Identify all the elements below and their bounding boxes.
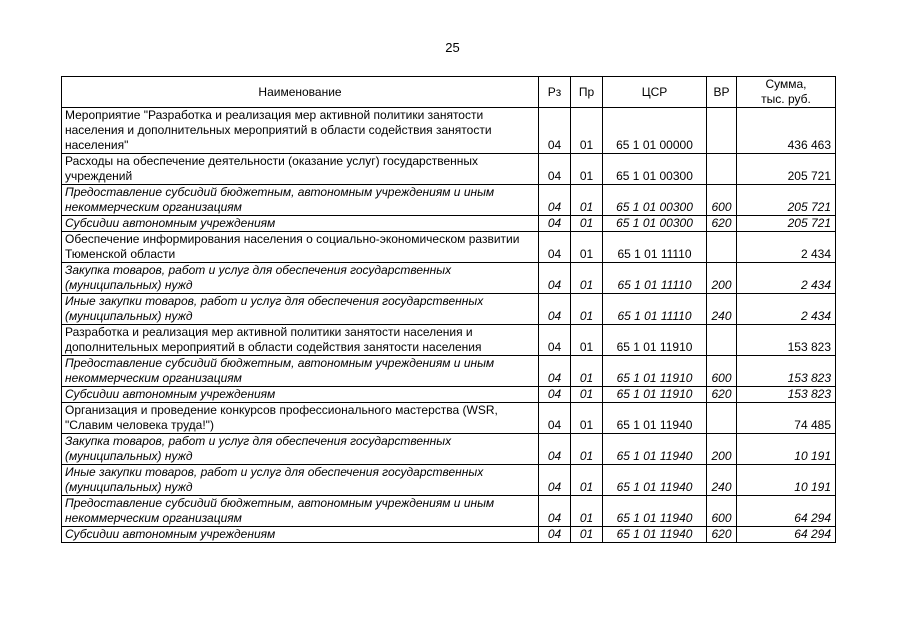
header-sum	[737, 77, 836, 108]
cell-amount: 2 434	[737, 294, 836, 325]
cell-pr: 01	[571, 465, 603, 496]
cell-vr: 200	[707, 434, 737, 465]
cell-rz: 04	[539, 216, 571, 232]
cell-pr: 01	[571, 387, 603, 403]
table-row	[62, 434, 836, 465]
cell-vr: 620	[707, 216, 737, 232]
table-row	[62, 356, 836, 387]
table-row	[62, 294, 836, 325]
cell-rz: 04	[539, 108, 571, 154]
cell-rz: 04	[539, 465, 571, 496]
cell-name: Закупка товаров, работ и услуг для обеспечения государственных (муниципальных) нужд	[62, 263, 539, 294]
cell-vr: 620	[707, 527, 737, 543]
cell-pr: 01	[571, 527, 603, 543]
cell-amount: 153 823	[737, 387, 836, 403]
cell-pr: 01	[571, 294, 603, 325]
cell-name: Предоставление субсидий бюджетным, автономным учреждениям и иным некоммерческим организациям	[62, 185, 539, 216]
cell-vr: 240	[707, 294, 737, 325]
cell-csr: 65 1 01 00300	[603, 216, 707, 232]
cell-name: Мероприятие "Разработка и реализация мер активной политики занятости населения и дополнительных мероприятий в области содействия занятости населения"	[62, 108, 539, 154]
cell-pr: 01	[571, 403, 603, 434]
cell-amount: 2 434	[737, 232, 836, 263]
cell-vr	[707, 325, 737, 356]
table-row	[62, 465, 836, 496]
cell-name: Субсидии автономным учреждениям	[62, 216, 539, 232]
header-rz: Рз	[539, 77, 571, 108]
table-row	[62, 387, 836, 403]
table-row	[62, 263, 836, 294]
table-row	[62, 527, 836, 543]
cell-amount: 153 823	[737, 325, 836, 356]
cell-csr: 65 1 01 11910	[603, 325, 707, 356]
cell-amount: 205 721	[737, 216, 836, 232]
cell-rz: 04	[539, 403, 571, 434]
cell-vr	[707, 403, 737, 434]
cell-name: Закупка товаров, работ и услуг для обеспечения государственных (муниципальных) нужд	[62, 434, 539, 465]
cell-pr: 01	[571, 356, 603, 387]
cell-vr: 200	[707, 263, 737, 294]
cell-name: Обеспечение информирования населения о социально-экономическом развитии Тюменской области	[62, 232, 539, 263]
table-row	[62, 325, 836, 356]
table-row	[62, 154, 836, 185]
cell-csr: 65 1 01 11110	[603, 232, 707, 263]
cell-amount: 2 434	[737, 263, 836, 294]
cell-amount: 436 463	[737, 108, 836, 154]
cell-rz: 04	[539, 527, 571, 543]
table-row	[62, 108, 836, 154]
cell-csr: 65 1 01 11110	[603, 294, 707, 325]
cell-csr: 65 1 01 00300	[603, 154, 707, 185]
cell-rz: 04	[539, 387, 571, 403]
cell-name: Расходы на обеспечение деятельности (оказание услуг) государственных учреждений	[62, 154, 539, 185]
header-sum-line1: Сумма,	[765, 77, 807, 91]
cell-csr: 65 1 01 11940	[603, 465, 707, 496]
cell-vr: 620	[707, 387, 737, 403]
cell-name: Иные закупки товаров, работ и услуг для обеспечения государственных (муниципальных) нужд	[62, 294, 539, 325]
cell-vr: 240	[707, 465, 737, 496]
cell-csr: 65 1 01 11940	[603, 434, 707, 465]
header-pr: Пр	[571, 77, 603, 108]
table-row	[62, 403, 836, 434]
cell-pr: 01	[571, 108, 603, 154]
cell-rz: 04	[539, 434, 571, 465]
header-vr: ВР	[707, 77, 737, 108]
cell-pr: 01	[571, 263, 603, 294]
table-row	[62, 216, 836, 232]
page-number: 25	[445, 40, 460, 55]
cell-vr: 600	[707, 356, 737, 387]
cell-pr: 01	[571, 434, 603, 465]
table-row	[62, 232, 836, 263]
cell-amount: 10 191	[737, 434, 836, 465]
cell-rz: 04	[539, 496, 571, 527]
cell-name: Предоставление субсидий бюджетным, автономным учреждениям и иным некоммерческим организациям	[62, 356, 539, 387]
cell-amount: 153 823	[737, 356, 836, 387]
cell-pr: 01	[571, 496, 603, 527]
cell-vr: 600	[707, 185, 737, 216]
cell-pr: 01	[571, 154, 603, 185]
table-row	[62, 496, 836, 527]
cell-csr: 65 1 01 11940	[603, 496, 707, 527]
budget-table	[61, 76, 836, 543]
cell-amount: 64 294	[737, 496, 836, 527]
cell-amount: 64 294	[737, 527, 836, 543]
cell-name: Субсидии автономным учреждениям	[62, 387, 539, 403]
cell-name: Иные закупки товаров, работ и услуг для обеспечения государственных (муниципальных) нужд	[62, 465, 539, 496]
cell-csr: 65 1 01 11910	[603, 387, 707, 403]
cell-pr: 01	[571, 232, 603, 263]
header-name: Наименование	[62, 77, 539, 108]
cell-amount: 10 191	[737, 465, 836, 496]
header-row	[62, 77, 836, 108]
cell-pr: 01	[571, 216, 603, 232]
cell-rz: 04	[539, 232, 571, 263]
cell-rz: 04	[539, 185, 571, 216]
table-header	[62, 77, 836, 108]
cell-rz: 04	[539, 263, 571, 294]
cell-pr: 01	[571, 185, 603, 216]
cell-name: Организация и проведение конкурсов профессионального мастерства (WSR, "Славим человека труда!")	[62, 403, 539, 434]
cell-amount: 205 721	[737, 154, 836, 185]
cell-csr: 65 1 01 11910	[603, 356, 707, 387]
cell-csr: 65 1 01 11110	[603, 263, 707, 294]
cell-rz: 04	[539, 294, 571, 325]
cell-name: Разработка и реализация мер активной политики занятости населения и дополнительных мероприятий в области содействия занятости населения	[62, 325, 539, 356]
cell-rz: 04	[539, 154, 571, 185]
cell-amount: 205 721	[737, 185, 836, 216]
cell-csr: 65 1 01 11940	[603, 527, 707, 543]
cell-name: Субсидии автономным учреждениям	[62, 527, 539, 543]
cell-vr	[707, 232, 737, 263]
cell-vr: 600	[707, 496, 737, 527]
cell-pr: 01	[571, 325, 603, 356]
cell-csr: 65 1 01 11940	[603, 403, 707, 434]
table-body	[62, 108, 836, 543]
cell-csr: 65 1 01 00000	[603, 108, 707, 154]
cell-vr	[707, 108, 737, 154]
cell-name: Предоставление субсидий бюджетным, автономным учреждениям и иным некоммерческим организациям	[62, 496, 539, 527]
table-row	[62, 185, 836, 216]
cell-amount: 74 485	[737, 403, 836, 434]
cell-csr: 65 1 01 00300	[603, 185, 707, 216]
cell-vr	[707, 154, 737, 185]
header-csr: ЦСР	[603, 77, 707, 108]
header-sum-line2: тыс. руб.	[761, 92, 811, 106]
cell-rz: 04	[539, 325, 571, 356]
cell-rz: 04	[539, 356, 571, 387]
